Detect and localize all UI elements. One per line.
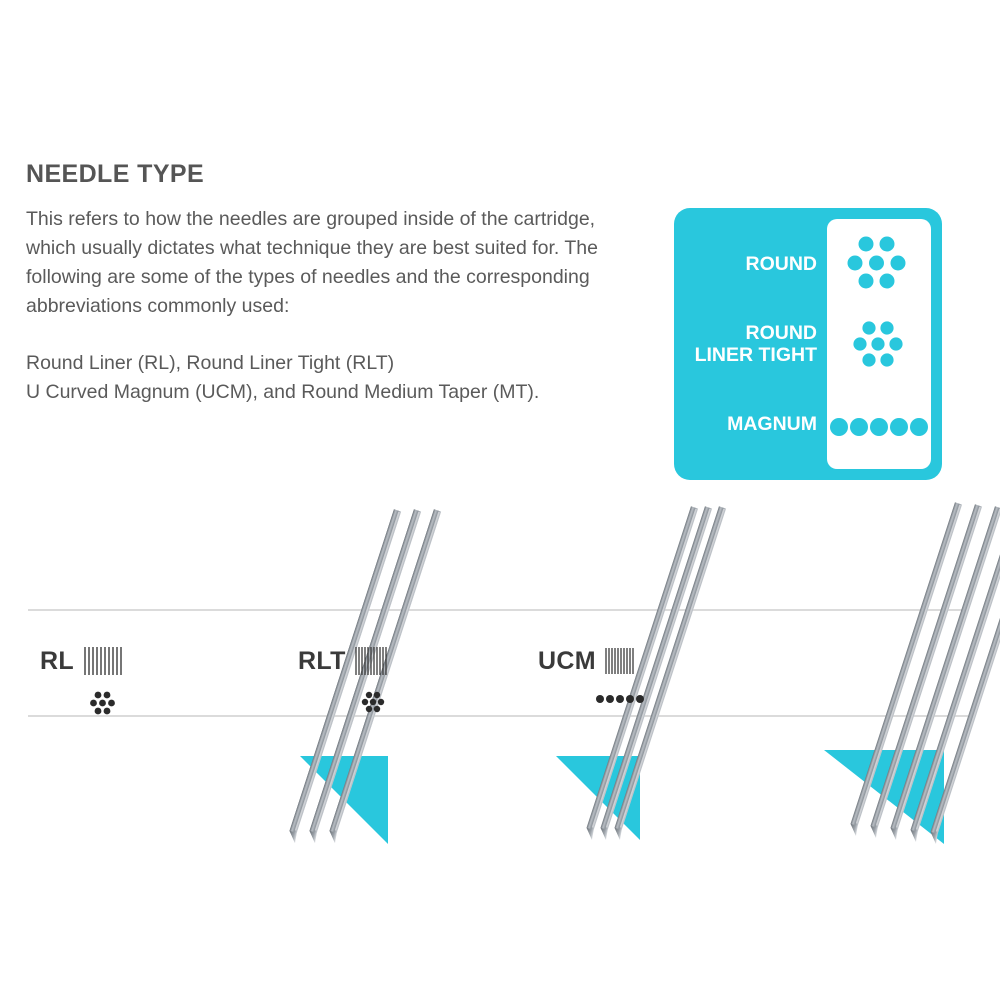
legend-label-round-text: ROUND: [745, 253, 817, 275]
needle-tag-rlt: [298, 645, 390, 677]
needle-code-ucm: UCM: [538, 646, 596, 675]
legend-label-round: [746, 224, 818, 304]
needle-type-legend-card: [674, 208, 942, 480]
legend-label-round-liner-tight: [695, 304, 817, 384]
legend-pattern-round-liner-tight: [827, 302, 931, 385]
legend-label-column: [674, 208, 827, 480]
magnum-5-dot-row-icon-ucm: [595, 692, 647, 706]
abbreviation-line-1: Round Liner (RL), Round Liner Tight (RLT): [26, 352, 395, 374]
needle-group-ucm: [824, 502, 1000, 844]
intro-text-block: [26, 160, 646, 407]
round-tight-5-dot-cluster-icon-rlt: [360, 690, 386, 714]
needle-dot-pattern-ucm: [595, 692, 647, 711]
needle-tag-rl: [40, 645, 124, 677]
needle-tag-ucm: [538, 645, 638, 677]
round-5-dot-cluster-icon-rl: [88, 690, 118, 716]
round-5-dot-cluster-icon: [842, 230, 916, 292]
rl-bar-pattern-icon: [82, 645, 124, 677]
needle-dot-pattern-rl: [88, 690, 118, 721]
legend-label-magnum: [727, 384, 817, 464]
legend-pattern-column: [827, 219, 931, 469]
needle-illustration: [0, 488, 1000, 888]
rlt-bar-pattern-icon: [354, 645, 390, 677]
legend-pattern-round: [827, 219, 931, 302]
needle-code-rl: RL: [40, 646, 74, 675]
legend-label-rlt-line2: LINER TIGHT: [694, 344, 817, 366]
legend-pattern-magnum: [827, 386, 931, 469]
paragraph-spacer: [26, 321, 646, 349]
abbreviation-line-2: U Curved Magnum (UCM), and Round Medium Taper (MT).: [26, 381, 540, 403]
legend-label-rlt-line1: ROUND: [745, 322, 817, 344]
ucm-bar-pattern-icon: [604, 645, 638, 677]
magnum-5-dot-row-icon: [827, 415, 931, 439]
intro-paragraph: This refers to how the needles are grouped inside of the cartridge, which usually dictates what technique they are best suited for. The following are some of the types of needles and the corresponding abbreviations commonly used:: [26, 208, 598, 317]
round-tight-5-dot-cluster-icon: [847, 315, 911, 373]
needle-dot-pattern-rlt: [360, 690, 386, 719]
page-title: NEEDLE TYPE: [26, 160, 205, 188]
legend-label-magnum-text: MAGNUM: [727, 413, 817, 435]
needle-code-rlt: RLT: [298, 646, 346, 675]
